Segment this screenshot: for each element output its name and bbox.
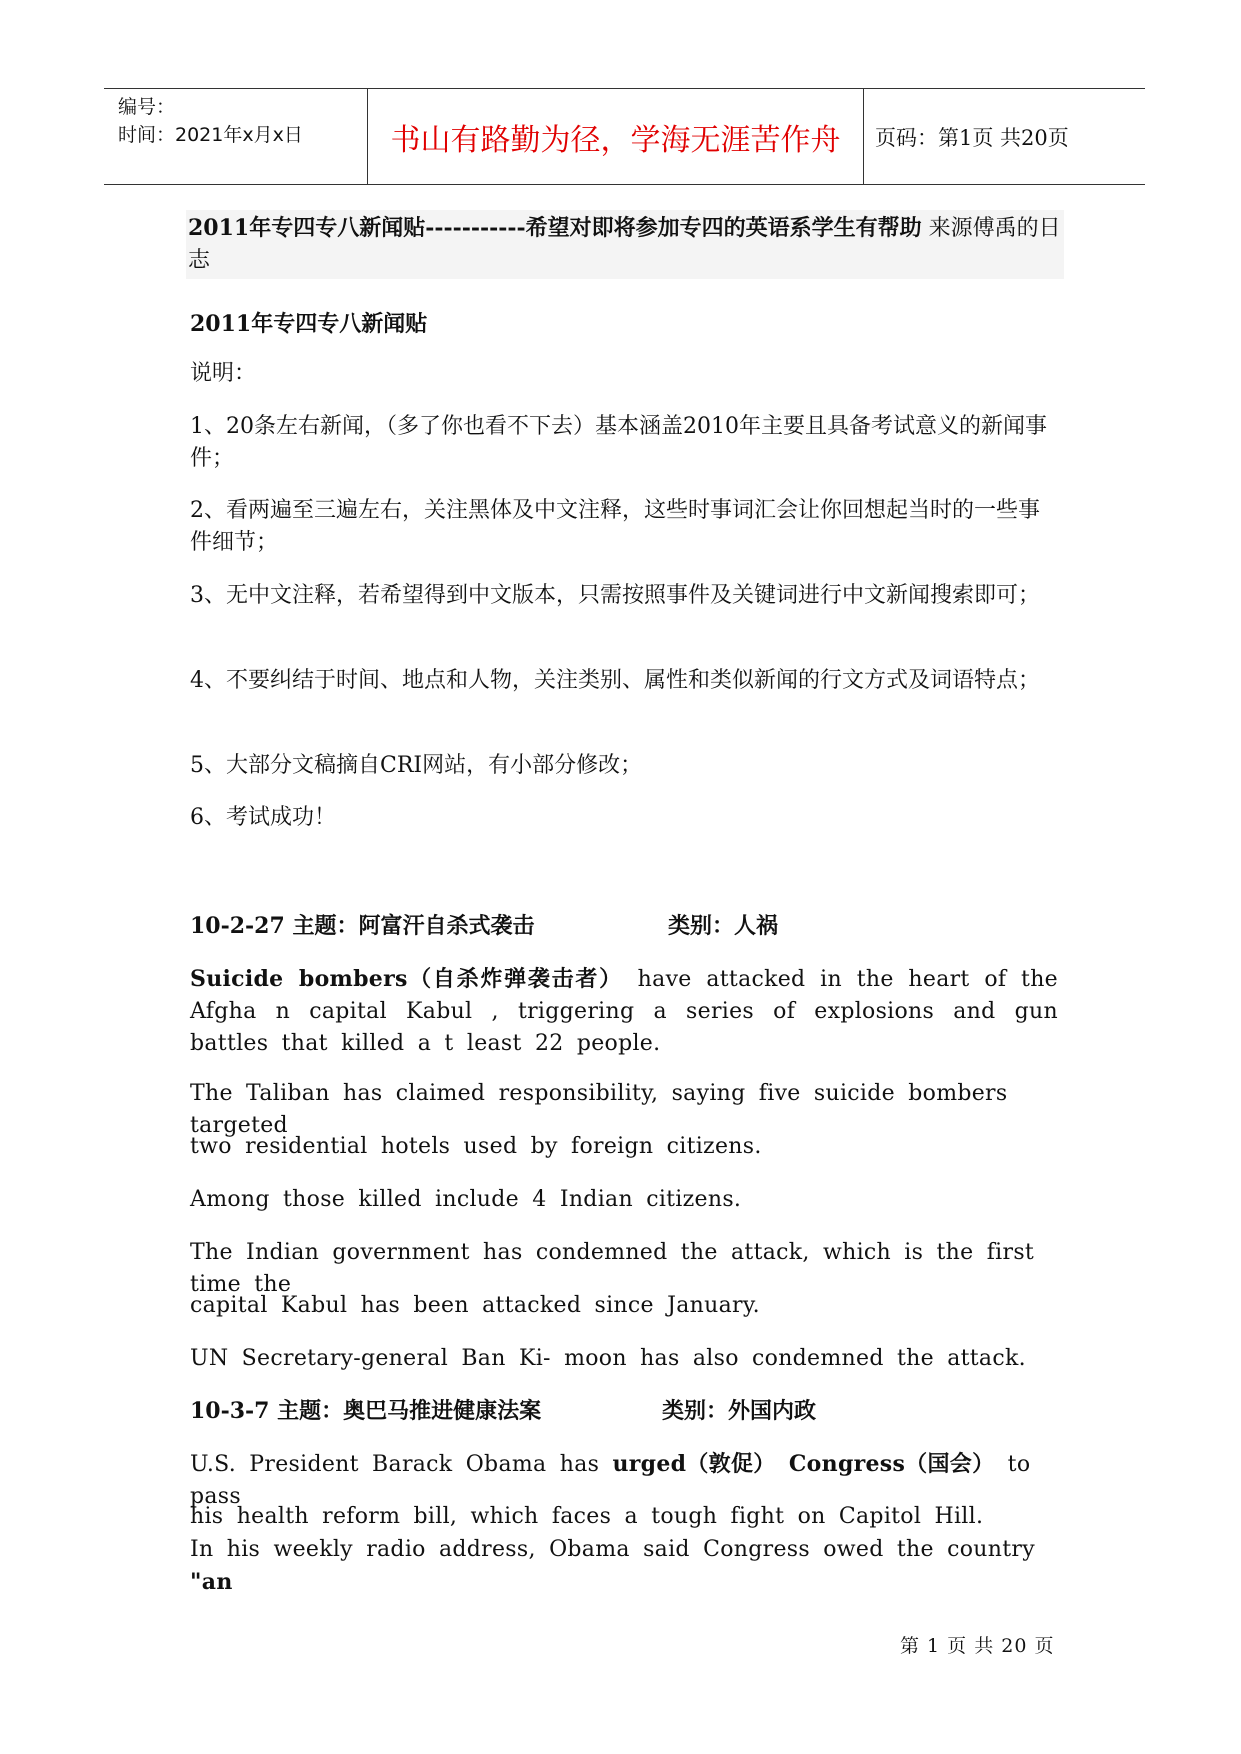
news1-heading-row	[190, 910, 1058, 942]
news1-heading: 10-2-27 主题：阿富汗自杀式袭击	[190, 913, 535, 939]
news1-line: Among those killed include 4 Indian citizens.	[190, 1187, 742, 1212]
news2-heading-row	[190, 1395, 1058, 1427]
time-label: 时间：2021年x月x日	[118, 124, 303, 146]
page-footer: 第 1 页 共 20 页	[900, 1635, 1055, 1657]
news1-line: The Taliban has claimed responsibility, saying five suicide bombers targeted	[190, 1081, 1008, 1138]
intro-item: 5、大部分文稿摘自CRI网站，有小部分修改；	[190, 753, 643, 778]
news2-category: 类别：外国内政	[662, 1398, 817, 1424]
header-page-label: 页码：第1页 共20页	[875, 125, 1069, 150]
page-header	[104, 88, 1145, 185]
news2-line1-e: to pass	[190, 1452, 1031, 1509]
news2-line	[190, 1534, 1058, 1599]
news2-line1-b: urged（敦促）	[612, 1451, 776, 1477]
news2-line1-d: Congress（国会）	[788, 1451, 995, 1477]
header-info	[104, 89, 368, 184]
news1-lead-bold: Suicide bombers（自杀炸弹袭击者）	[190, 966, 623, 992]
intro-item: 2、看两遍至三遍左右，关注黑体及中文注释，这些时事词汇会让你回想起当时的一些事件细节；	[190, 498, 1040, 555]
news1-lead	[190, 963, 1058, 1060]
news1-line: two residential hotels used by foreign citizens.	[190, 1134, 762, 1159]
intro-item: 6、考试成功！	[190, 805, 336, 830]
news2-line1-a: U.S. President Barack Obama has	[190, 1452, 613, 1477]
news2-line: his health reform bill, which faces a tough fight on Capitol Hill.	[190, 1504, 984, 1529]
news2-line3-b: "an	[190, 1569, 233, 1595]
news1-line: capital Kabul has been attacked since January.	[190, 1293, 760, 1318]
intro-label: 说明：	[190, 361, 257, 386]
news1-lead-rest: have attacked in the heart of the Afgha n capital Kabul , triggering a series of explosions and gun battles that killed a t least 22 people.	[190, 967, 1058, 1056]
header-motto: 书山有路勤为径，学海无涯苦作舟	[368, 89, 864, 184]
news2-line1-c	[776, 1452, 789, 1477]
intro-item: 4、不要纠结于时间、地点和人物，关注类别、属性和类似新闻的行文方式及词语特点；	[190, 668, 1040, 693]
number-label: 编号：	[118, 96, 176, 118]
intro-item: 3、无中文注释，若希望得到中文版本，只需按照事件及关键词进行中文新闻搜索即可；	[190, 583, 1040, 608]
banner-bold-text: 2011年专四专八新闻贴-----------希望对即将参加专四的英语系学生有帮助	[188, 215, 922, 241]
banner-rest-text: 来源傅禹的日志	[188, 216, 1061, 273]
source-banner	[186, 210, 1064, 279]
doc-title: 2011年专四专八新闻贴	[190, 311, 428, 337]
news2-heading: 10-3-7 主题：奥巴马推进健康法案	[190, 1398, 542, 1424]
news2-line3-a: In his weekly radio address, Obama said Congress owed the country	[190, 1537, 1035, 1562]
intro-item: 1、20条左右新闻，（多了你也看不下去）基本涵盖2010年主要且具备考试意义的新闻事件；	[190, 414, 1047, 471]
news1-line: UN Secretary-general Ban Ki- moon has also condemned the attack.	[190, 1346, 1026, 1371]
news1-line: The Indian government has condemned the attack, which is the first time the	[190, 1240, 1035, 1297]
news1-category: 类别：人祸	[668, 913, 779, 939]
